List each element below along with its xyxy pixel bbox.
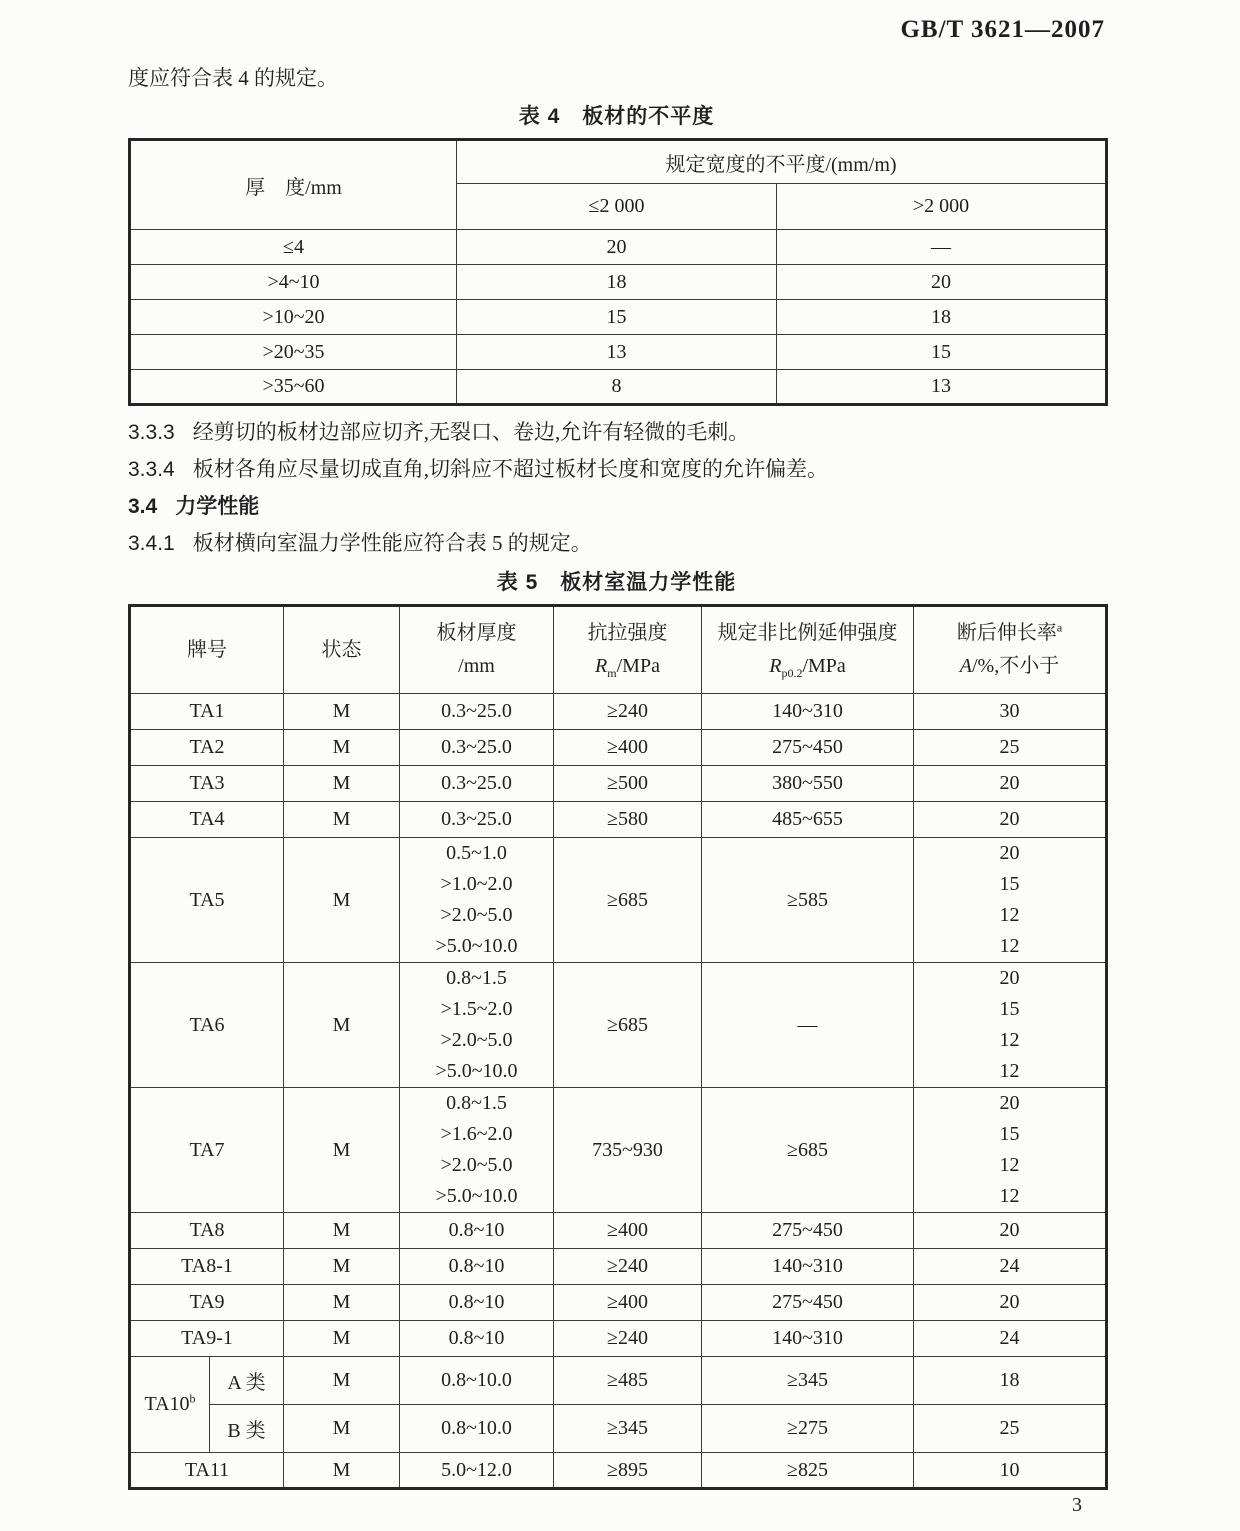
grade-text: TA2 bbox=[189, 736, 225, 758]
state-cell: M bbox=[284, 1453, 400, 1489]
yield-cell: 275~450 bbox=[702, 730, 914, 766]
value-line: >1.6~2.0 bbox=[440, 1123, 513, 1145]
thickness-cell: 5.0~12.0 bbox=[400, 1453, 554, 1489]
value-line: 0.8~1.5 bbox=[446, 1092, 507, 1114]
thickness-cell: >10~20 bbox=[130, 300, 457, 335]
table4-subcol-gt2000: >2 000 bbox=[777, 184, 1107, 230]
thickness-cell bbox=[400, 963, 554, 1088]
grade-sub-cell: B 类 bbox=[210, 1405, 284, 1453]
grade-cell bbox=[130, 1321, 284, 1357]
table5-col-thickness bbox=[400, 606, 554, 694]
thickness-cell: 0.3~25.0 bbox=[400, 766, 554, 802]
le2000-cell: 18 bbox=[457, 265, 777, 300]
state-cell: M bbox=[284, 1249, 400, 1285]
yield-cell: ≥685 bbox=[702, 1088, 914, 1213]
table5-row bbox=[130, 1249, 1107, 1285]
grade-text: TA1 bbox=[189, 700, 225, 722]
yield-cell: ≥585 bbox=[702, 838, 914, 963]
elongation-cell bbox=[914, 1088, 1107, 1213]
grade-cell bbox=[130, 694, 284, 730]
grade-text: TA8 bbox=[189, 1219, 225, 1241]
table5-row bbox=[130, 1285, 1107, 1321]
yield-cell: — bbox=[702, 963, 914, 1088]
clause-3-4-heading bbox=[128, 492, 1105, 521]
state-cell: M bbox=[284, 730, 400, 766]
table5-row bbox=[130, 963, 1107, 1088]
tensile-cell: ≥685 bbox=[554, 963, 702, 1088]
thickness-cell: 0.8~10.0 bbox=[400, 1405, 554, 1453]
tensile-header-line2 bbox=[554, 650, 701, 683]
thickness-cell bbox=[400, 838, 554, 963]
table4-row bbox=[130, 335, 1107, 370]
value-line: >5.0~10.0 bbox=[435, 1060, 518, 1082]
thickness-cell: 0.3~25.0 bbox=[400, 730, 554, 766]
grade-text: TA10 bbox=[144, 1393, 190, 1415]
table5-row bbox=[130, 766, 1107, 802]
elongation-cell: 24 bbox=[914, 1321, 1107, 1357]
table5-row bbox=[130, 802, 1107, 838]
state-cell: M bbox=[284, 694, 400, 730]
elongation-symbol: A bbox=[959, 655, 972, 677]
elongation-unit: /%,不小于 bbox=[972, 655, 1060, 677]
table5-header-row bbox=[130, 606, 1107, 694]
grade-cell bbox=[130, 1249, 284, 1285]
yield-cell: 140~310 bbox=[702, 1321, 914, 1357]
clause-3-3-4 bbox=[128, 455, 1105, 484]
grade-text: TA4 bbox=[189, 808, 225, 830]
elongation-cell: 18 bbox=[914, 1357, 1107, 1405]
tensile-cell: ≥240 bbox=[554, 694, 702, 730]
state-cell: M bbox=[284, 1088, 400, 1213]
state-cell: M bbox=[284, 1321, 400, 1357]
table4-col-thickness: 厚 度/mm bbox=[130, 140, 457, 230]
le2000-cell: 15 bbox=[457, 300, 777, 335]
grade-cell bbox=[130, 802, 284, 838]
state-cell: M bbox=[284, 1285, 400, 1321]
table5-row bbox=[130, 694, 1107, 730]
value-line: >5.0~10.0 bbox=[435, 935, 518, 957]
table4-title: 表 4 板材的不平度 bbox=[518, 105, 715, 128]
tensile-cell: ≥400 bbox=[554, 730, 702, 766]
gt2000-cell: 18 bbox=[777, 300, 1107, 335]
table5-row bbox=[130, 1321, 1107, 1357]
tensile-cell: ≥895 bbox=[554, 1453, 702, 1489]
table4-header-row bbox=[130, 140, 1107, 184]
value-line: 12 bbox=[999, 935, 1020, 957]
le2000-cell: 8 bbox=[457, 370, 777, 405]
thickness-cell: ≤4 bbox=[130, 230, 457, 265]
elongation-cell: 30 bbox=[914, 694, 1107, 730]
yield-subscript: p0.2 bbox=[781, 666, 803, 680]
grade-text: TA6 bbox=[189, 1013, 225, 1036]
tensile-cell: ≥580 bbox=[554, 802, 702, 838]
yield-cell: 485~655 bbox=[702, 802, 914, 838]
gt2000-cell: 20 bbox=[777, 265, 1107, 300]
clause-text: 板材横向室温力学性能应符合表 5 的规定。 bbox=[192, 531, 592, 555]
elongation-cell: 20 bbox=[914, 766, 1107, 802]
value-line: 0.8~1.5 bbox=[446, 967, 507, 989]
elongation-footnote-mark: a bbox=[1056, 620, 1063, 635]
yield-unit: /MPa bbox=[802, 655, 846, 677]
value-line: 15 bbox=[999, 998, 1020, 1020]
table5-row bbox=[130, 1213, 1107, 1249]
table5-col-grade: 牌号 bbox=[130, 606, 284, 694]
grade-footnote-mark: b bbox=[189, 1391, 196, 1406]
tensile-cell: ≥240 bbox=[554, 1321, 702, 1357]
le2000-cell: 13 bbox=[457, 335, 777, 370]
yield-cell: 140~310 bbox=[702, 1249, 914, 1285]
table5-row bbox=[130, 1088, 1107, 1213]
thickness-header-line2: /mm bbox=[458, 655, 495, 677]
elongation-cell: 10 bbox=[914, 1453, 1107, 1489]
table4-subcol-le2000: ≤2 000 bbox=[457, 184, 777, 230]
yield-cell: ≥345 bbox=[702, 1357, 914, 1405]
value-line: 15 bbox=[999, 1123, 1020, 1145]
value-line: >1.0~2.0 bbox=[440, 873, 513, 895]
value-line: >1.5~2.0 bbox=[440, 998, 513, 1020]
elongation-label: 断后伸长率 bbox=[956, 622, 1057, 644]
grade-sub-cell: A 类 bbox=[210, 1357, 284, 1405]
tensile-unit: /MPa bbox=[616, 655, 660, 677]
thickness-cell: 0.8~10 bbox=[400, 1321, 554, 1357]
yield-cell: 140~310 bbox=[702, 694, 914, 730]
thickness-cell: >4~10 bbox=[130, 265, 457, 300]
gt2000-cell: — bbox=[777, 230, 1107, 265]
tensile-cell: ≥345 bbox=[554, 1405, 702, 1453]
value-line: 20 bbox=[999, 842, 1020, 864]
tensile-cell: 735~930 bbox=[554, 1088, 702, 1213]
state-cell: M bbox=[284, 802, 400, 838]
tensile-symbol: R bbox=[595, 655, 608, 677]
table5-col-tensile bbox=[554, 606, 702, 694]
table5-col-state: 状态 bbox=[284, 606, 400, 694]
clause-number: 3.4.1 bbox=[128, 532, 175, 555]
grade-text: TA3 bbox=[189, 772, 225, 794]
elongation-cell: 20 bbox=[914, 1213, 1107, 1249]
grade-cell bbox=[130, 963, 284, 1088]
thickness-cell bbox=[400, 1088, 554, 1213]
thickness-cell: 0.8~10.0 bbox=[400, 1357, 554, 1405]
table4-row bbox=[130, 230, 1107, 265]
value-line: 12 bbox=[999, 904, 1020, 926]
gt2000-cell: 13 bbox=[777, 370, 1107, 405]
value-line: 12 bbox=[999, 1154, 1020, 1176]
intro-text: 度应符合表 4 的规定。 bbox=[128, 66, 338, 90]
clause-text: 经剪切的板材边部应切齐,无裂口、卷边,允许有轻微的毛刺。 bbox=[192, 420, 750, 444]
value-line: 12 bbox=[999, 1060, 1020, 1082]
state-cell: M bbox=[284, 1357, 400, 1405]
grade-cell bbox=[130, 1285, 284, 1321]
clause-text: 力学性能 bbox=[175, 495, 260, 518]
thickness-cell: 0.8~10 bbox=[400, 1285, 554, 1321]
value-line: 20 bbox=[999, 1092, 1020, 1114]
state-cell: M bbox=[284, 838, 400, 963]
tensile-cell: ≥400 bbox=[554, 1213, 702, 1249]
value-line: 12 bbox=[999, 1185, 1020, 1207]
grade-cell bbox=[130, 1453, 284, 1489]
thickness-cell: >20~35 bbox=[130, 335, 457, 370]
elongation-cell: 25 bbox=[914, 1405, 1107, 1453]
table4-row bbox=[130, 265, 1107, 300]
tensile-cell: ≥240 bbox=[554, 1249, 702, 1285]
yield-symbol: R bbox=[769, 655, 782, 677]
table4-col-unflatness: 规定宽度的不平度/(mm/m) bbox=[457, 140, 1107, 184]
value-line: >5.0~10.0 bbox=[435, 1185, 518, 1207]
le2000-cell: 20 bbox=[457, 230, 777, 265]
table4-row bbox=[130, 370, 1107, 405]
value-line: 20 bbox=[999, 967, 1020, 989]
thickness-cell: 0.8~10 bbox=[400, 1213, 554, 1249]
tensile-cell: ≥500 bbox=[554, 766, 702, 802]
yield-cell: 275~450 bbox=[702, 1213, 914, 1249]
grade-text: TA9-1 bbox=[181, 1327, 233, 1349]
table5-col-elongation bbox=[914, 606, 1107, 694]
table5-title: 表 5 板材室温力学性能 bbox=[496, 571, 737, 594]
clause-number: 3.4 bbox=[128, 495, 158, 518]
tensile-cell: ≥485 bbox=[554, 1357, 702, 1405]
value-line: 12 bbox=[999, 1029, 1020, 1051]
elongation-cell: 20 bbox=[914, 802, 1107, 838]
grade-text: TA7 bbox=[189, 1138, 225, 1161]
table5-mechanical-properties bbox=[128, 604, 1108, 1490]
yield-cell: 275~450 bbox=[702, 1285, 914, 1321]
elongation-cell: 24 bbox=[914, 1249, 1107, 1285]
elongation-cell bbox=[914, 963, 1107, 1088]
clause-3-3-3 bbox=[128, 418, 1105, 447]
state-cell: M bbox=[284, 766, 400, 802]
grade-text: TA8-1 bbox=[181, 1255, 233, 1277]
grade-text: TA5 bbox=[189, 888, 225, 911]
state-cell: M bbox=[284, 1213, 400, 1249]
elongation-cell: 25 bbox=[914, 730, 1107, 766]
standard-number: GB/T 3621—2007 bbox=[900, 16, 1105, 43]
grade-text: TA9 bbox=[189, 1291, 225, 1313]
tensile-cell: ≥400 bbox=[554, 1285, 702, 1321]
thickness-cell: 0.3~25.0 bbox=[400, 694, 554, 730]
clause-text: 板材各角应尽量切成直角,切斜应不超过板材长度和宽度的允许偏差。 bbox=[192, 457, 828, 481]
yield-cell: 380~550 bbox=[702, 766, 914, 802]
page-number: 3 bbox=[1072, 1494, 1082, 1516]
value-line: >2.0~5.0 bbox=[440, 1029, 513, 1051]
thickness-header-line1: 板材厚度 bbox=[436, 622, 517, 644]
grade-cell bbox=[130, 1088, 284, 1213]
clause-number: 3.3.3 bbox=[128, 421, 175, 444]
yield-cell: ≥825 bbox=[702, 1453, 914, 1489]
table5-row bbox=[130, 1405, 1107, 1453]
value-line: >2.0~5.0 bbox=[440, 904, 513, 926]
table4-row bbox=[130, 300, 1107, 335]
thickness-cell: 0.8~10 bbox=[400, 1249, 554, 1285]
tensile-header-line1: 抗拉强度 bbox=[587, 622, 668, 644]
table5-row bbox=[130, 838, 1107, 963]
table5-row bbox=[130, 1453, 1107, 1489]
grade-cell bbox=[130, 1357, 210, 1453]
clause-number: 3.3.4 bbox=[128, 458, 175, 481]
value-line: 0.5~1.0 bbox=[446, 842, 507, 864]
value-line: >2.0~5.0 bbox=[440, 1154, 513, 1176]
table5-row bbox=[130, 1357, 1107, 1405]
table5-row bbox=[130, 730, 1107, 766]
gt2000-cell: 15 bbox=[777, 335, 1107, 370]
state-cell: M bbox=[284, 963, 400, 1088]
clause-3-4-1 bbox=[128, 529, 1105, 558]
grade-text: TA11 bbox=[184, 1458, 230, 1481]
yield-header-line2 bbox=[702, 650, 913, 683]
tensile-cell: ≥685 bbox=[554, 838, 702, 963]
table5-col-yield bbox=[702, 606, 914, 694]
grade-cell bbox=[130, 838, 284, 963]
grade-cell bbox=[130, 1213, 284, 1249]
elongation-cell bbox=[914, 838, 1107, 963]
yield-header-line1: 规定非比例延伸强度 bbox=[717, 622, 898, 644]
grade-cell bbox=[130, 730, 284, 766]
thickness-cell: >35~60 bbox=[130, 370, 457, 405]
elongation-cell: 20 bbox=[914, 1285, 1107, 1321]
table4-flatness bbox=[128, 138, 1108, 406]
state-cell: M bbox=[284, 1405, 400, 1453]
tensile-subscript: m bbox=[607, 666, 617, 680]
elongation-header-line1 bbox=[914, 617, 1105, 650]
value-line: 15 bbox=[999, 873, 1020, 895]
yield-cell: ≥275 bbox=[702, 1405, 914, 1453]
thickness-cell: 0.3~25.0 bbox=[400, 802, 554, 838]
grade-cell bbox=[130, 766, 284, 802]
elongation-header-line2 bbox=[914, 650, 1105, 683]
